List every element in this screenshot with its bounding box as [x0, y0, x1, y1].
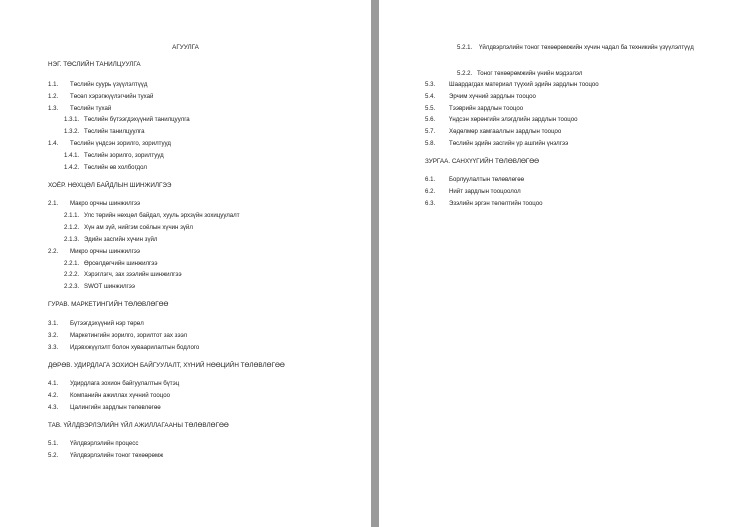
toc-entry: 4.2. Компанийн ажиллах хүчний тооцоо	[48, 392, 170, 399]
toc-entry: 5.5. Тээврийн зардлын тооцоо	[425, 105, 524, 112]
toc-title: АГУУЛГА	[172, 44, 199, 51]
document-page-right	[379, 0, 754, 527]
toc-entry: 3.3. Идэвхжүүлэлт болон хуваарилалтын бодлого	[48, 344, 200, 351]
section-heading-3: ГУРАВ. МАРКЕТИНГИЙН ТӨЛӨВЛӨГӨӨ	[48, 301, 169, 308]
toc-entry: 1.4. Төслийн үндсэн зорилго, зорилтууд	[48, 140, 171, 147]
toc-entry: 5.6. Үндсэн хөрөнгийн элэгдлийн зардлын тооцоо	[425, 116, 578, 123]
toc-entry: 3.1. Бүтээгдэхүүний нэр төрөл	[48, 320, 144, 327]
toc-entry: 4.3. Цалингийн зардлын төлөвлөгөө	[48, 404, 161, 411]
section-heading-2: ХОЁР. НӨХЦӨЛ БАЙДЛЫН ШИНЖИЛГЭЭ	[48, 182, 172, 189]
toc-entry: 1.4.2. Төслийн өв холбогдол	[64, 164, 147, 171]
toc-entry: 1.2. Төсөл хэрэгжүүлэгчийн тухай	[48, 93, 154, 100]
toc-entry: 5.2. Үйлдвэрлэлийн тоног төхөөрөмж	[48, 452, 164, 459]
toc-entry: 2.1.1. Улс төрийн нөхцөл байдал, хууль эрхзүйн зохицуулалт	[64, 212, 240, 219]
toc-entry: 2.2.2. Хэрэглэгч, зах зээлийн шинжилгээ	[64, 271, 182, 278]
toc-entry: 5.1. Үйлдвэрлэлийн процесс	[48, 440, 139, 447]
toc-entry: 5.2.1. Үйлдвэрлэлийн тоног төхөөрөмжийн хүчин чадал ба техникийн үзүүлэлтүүд	[457, 44, 694, 51]
toc-entry: 5.3. Шаардагдах материал түүхий эдийн зардлын тооцоо	[425, 81, 599, 88]
section-heading-1: НЭГ. ТӨСЛИЙН ТАНИЛЦУУЛГА	[48, 61, 141, 68]
toc-entry: 4.1. Удирдлага зохион байгуулалтын бүтэц	[48, 380, 180, 387]
toc-entry: 3.2. Маркетингийн зорилго, зорилтот зах зээл	[48, 332, 188, 339]
section-heading-6: ЗУРГАА. САНХҮҮГИЙН ТӨЛӨВЛӨГӨӨ	[425, 158, 540, 165]
toc-entry: 2.1.3. Эдийн засгийн хүчин зүйл	[64, 236, 158, 243]
page-gap	[371, 0, 379, 527]
toc-entry: 2.2.1. Өрсөлдөгчийн шинжилгээ	[64, 260, 158, 267]
toc-entry: 1.3. Төслийн тухай	[48, 105, 112, 112]
toc-entry: 1.4.1. Төслийн зорилго, зорилтууд	[64, 152, 164, 159]
toc-entry: 6.1. Борлуулалтын төлөвлөгөө	[425, 176, 524, 183]
document-page-left	[0, 0, 371, 527]
toc-entry: 1.3.2. Төслийн танилцуулга	[64, 128, 145, 135]
toc-entry: 6.2. Нийт зардлын тооцоолол	[425, 188, 521, 195]
toc-entry: 6.3. Эзэлийн эргэн төлөлтийн тооцоо	[425, 200, 543, 207]
toc-entry: 2.2.3. SWOT шинжилгээ	[64, 283, 135, 290]
toc-entry: 2.1.2. Хүн ам зүй, нийгэм соёлын хүчин зүйл	[64, 224, 193, 231]
toc-entry: 5.2.2. Тоног төхөөрөмжийн үнийн мэдээлэл	[457, 70, 583, 77]
toc-entry: 2.1. Макро орчны шинжилгээ	[48, 200, 141, 207]
toc-entry: 1.3.1. Төслийн бүтээгдэхүүний танилцуулга	[64, 116, 190, 123]
section-heading-4: ДӨРӨВ. УДИРДЛАГА ЗОХИОН БАЙГУУЛАЛТ, ХҮНИЙ НӨӨЦИЙН ТӨЛӨВЛӨГӨӨ	[48, 362, 285, 369]
toc-entry: 5.7. Хөдөлмөр хамгааллын зардлын тооцоо	[425, 128, 562, 135]
toc-entry: 5.8. Төслийн эдийн засгийн үр ашгийн үнэлгээ	[425, 140, 569, 147]
toc-entry: 5.4. Эрчим хүчний зардлын тооцоо	[425, 93, 536, 100]
toc-entry: 2.2. Микро орчны шинжилгээ	[48, 248, 141, 255]
section-heading-5: ТАВ. ҮЙЛДВЭРЛЭЛИЙН ҮЙЛ АЖИЛЛАГААНЫ ТӨЛӨВЛӨГӨӨ	[48, 422, 229, 429]
toc-entry: 1.1. Төслийн суурь үзүүлэлтүүд	[48, 81, 148, 88]
